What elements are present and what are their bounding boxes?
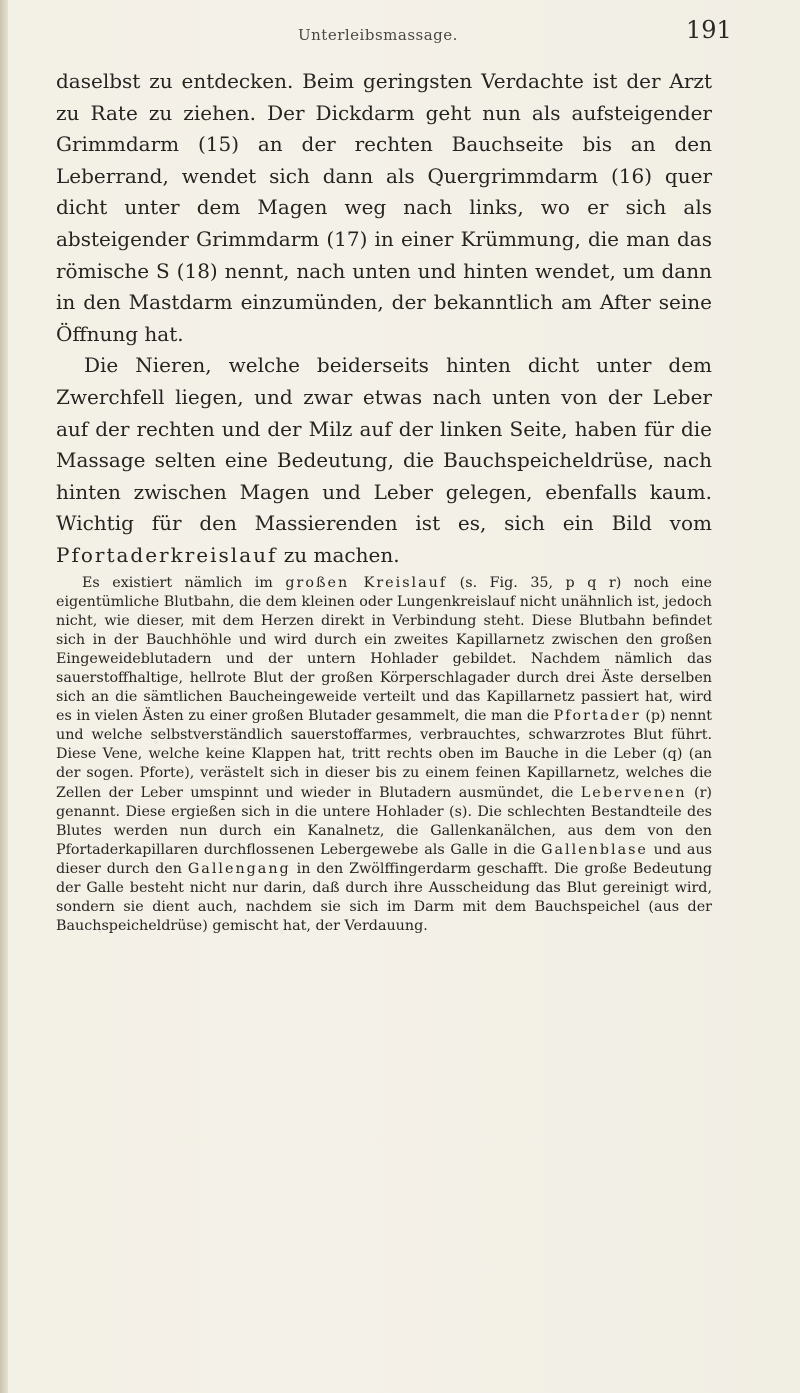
term-hepatic-veins: Lebervenen — [580, 784, 687, 801]
paragraph-organs-text: Die Nieren, welche beiderseits hinten dicht unter dem Zwerchfell liegen, und zwar etwas nach unten von der Leber auf der rechten und der Milz auf der linken Seite, haben für die Massage selten eine Bedeutung, die Bauchspeicheldrüse, nach hinten zwischen Magen und Leber gelegen, ebenfalls kaum. Wichtig für den Massierenden ist es, sich ein Bild vom — [56, 353, 712, 536]
page-body — [56, 66, 712, 936]
term-bile-duct: Gallengang — [187, 860, 291, 877]
small-text: (p) nennt und welche selbstverständlich sauerstoffarmes, verbrauchtes, schwarzrotes Blut führt. Diese Vene, welche keine Klappen hat, tritt rechts oben im Bauche in die Leber (q) (an der sogen. Pforte), verästelt sich in dieser bis zu einem feinen Kapillarnetz, welches die Zellen der Leber umspinnt und wieder in Blutadern ausmündet, die — [56, 708, 713, 801]
small-text: und aus dieser durch den — [56, 841, 713, 877]
paragraph-organs — [56, 350, 712, 571]
small-text: in den Zwölffingerdarm geschafft. Die große Bedeutung der Galle besteht nicht nur darin, daß durch ihre Ausscheidung das Blut gereinigt wird, sondern sie dient auch, nachdem sie sich im Darm mit dem Bauchspeichel (aus der Bauchspeicheldrüse) gemischt hat, der Verdauung. — [56, 860, 713, 935]
paragraph-colon: daselbst zu entdecken. Beim geringsten Verdachte ist der Arzt zu Rate zu ziehen. Der Dickdarm geht nun als aufsteigender Grimmdarm (15) an der rechten Bauchseite bis an den Leberrand, wendet sich dann als Quergrimmdarm (16) quer dicht unter dem Magen weg nach links, wo er sich als absteigender Grimmdarm (17) in einer Krümmung, die man das römische S (18) nennt, nach unten und hinten wendet, um dann in den Mastdarm einzumünden, der bekanntlich am After seine Öffnung hat. — [56, 69, 712, 346]
small-text: (r) genannt. Diese ergießen sich in die untere Hohlader (s). Die schlechten Bestandteile des Blutes werden nun durch ein Kanalnetz, die Gallenkanälchen, aus dem von den Pfortaderkapillaren durchflossenen Lebergewebe als Galle in die — [56, 784, 713, 858]
page-header — [56, 16, 800, 60]
page-gutter — [0, 0, 8, 1393]
small-text: (s. Fig. 35, p q r) noch eine eigentümliche Blutbahn, die dem kleinen oder Lungenkreislauf nicht unähnlich ist, jedoch nicht, wie dieser, mit dem Herzen direkt in Verbindung steht. Diese Blutbahn befindet sich in der Bauchhöhle und wird durch ein zweites Kapillarnetz zwischen den großen Eingeweideblutadern und der untern Hohlader gebildet. Nachdem nämlich das sauerstoffhaltige, hellrote Blut der großen Körperschlagader durch drei Äste derselben sich an die sämtlichen Baucheingeweide verteilt und das Kapillarnetz passiert hat, wird es in vielen Ästen zu einer großen Blutader gesammelt, die man die — [56, 574, 713, 725]
term-gallbladder: Gallenblase — [541, 841, 648, 858]
paragraph-organs-end: zu machen. — [283, 542, 400, 567]
paragraph-portal-system — [56, 574, 712, 937]
small-text: Es existiert nämlich im — [82, 574, 273, 591]
term-portal-circulation: Pfortaderkreislauf — [56, 542, 278, 567]
running-head: Unterleibsmassage. — [298, 26, 458, 44]
term-great-circulation: großen Kreislauf — [285, 574, 448, 591]
term-portal-vein: Pfortader — [553, 708, 641, 725]
page-number: 191 — [686, 16, 732, 44]
